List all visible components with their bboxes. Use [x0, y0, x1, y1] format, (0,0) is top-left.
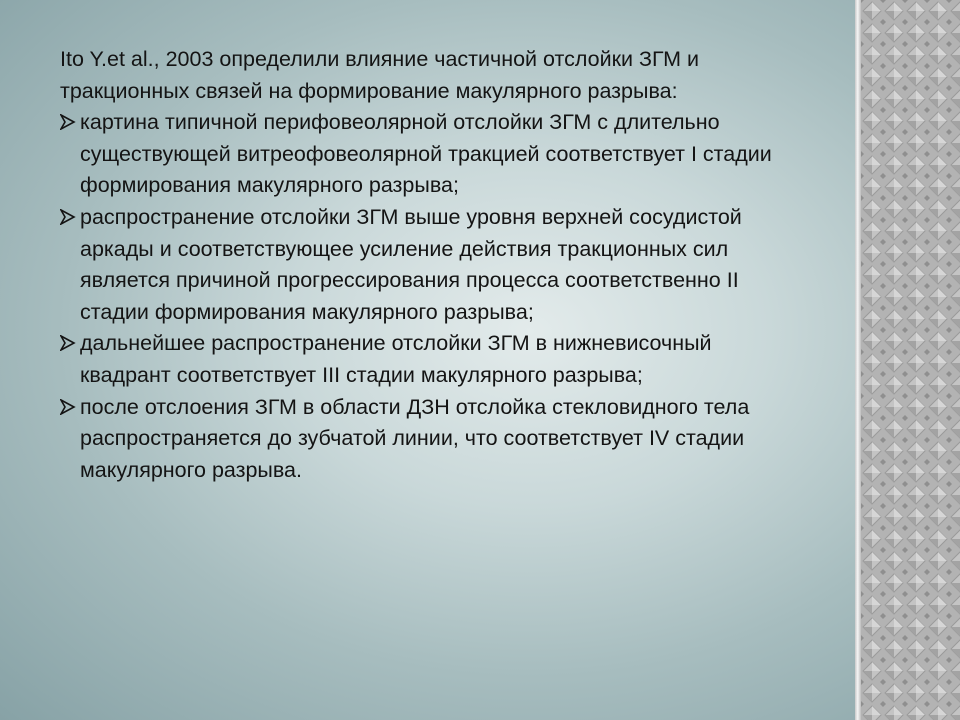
diamond-pattern-icon: [861, 0, 960, 720]
arrow-bullet-icon: [60, 114, 76, 130]
bullet-text: картина типичной перифовеолярной отслойки ЗГМ с длительно существующей витреофовеолярной тракцией соответствует I стадии формирования макулярного разрыва;: [80, 110, 772, 198]
bullet-item: [60, 202, 800, 328]
bullet-text: после отслоения ЗГМ в области ДЗН отслойка стекловидного тела распространяется до зубчатой линии, что соответствует IV стадии макулярного разрыва.: [80, 394, 750, 482]
bullet-text: распространение отслойки ЗГМ выше уровня верхней сосудистой аркады и соответствующее усиление действия тракционных сил является причиной прогрессирования процесса соответственно II стадии формирования макулярного разрыва;: [80, 204, 742, 324]
arrow-bullet-icon: [60, 335, 76, 351]
bullet-item: [60, 328, 800, 391]
bullet-item: [60, 392, 800, 487]
bullet-list: [60, 107, 800, 486]
slide-text-block: [60, 44, 800, 486]
bullet-text: дальнейшее распространение отслойки ЗГМ в нижневисочный квадрант соответствует III стадии макулярного разрыва;: [80, 331, 712, 387]
arrow-bullet-icon: [60, 209, 76, 225]
decorative-pattern-strip: [861, 0, 960, 720]
arrow-bullet-icon: [60, 399, 76, 415]
bullet-item: [60, 107, 800, 202]
intro-paragraph: Ito Y.et al., 2003 определили влияние частичной отслойки ЗГМ и тракционных связей на формирование макулярного разрыва:: [60, 47, 700, 103]
